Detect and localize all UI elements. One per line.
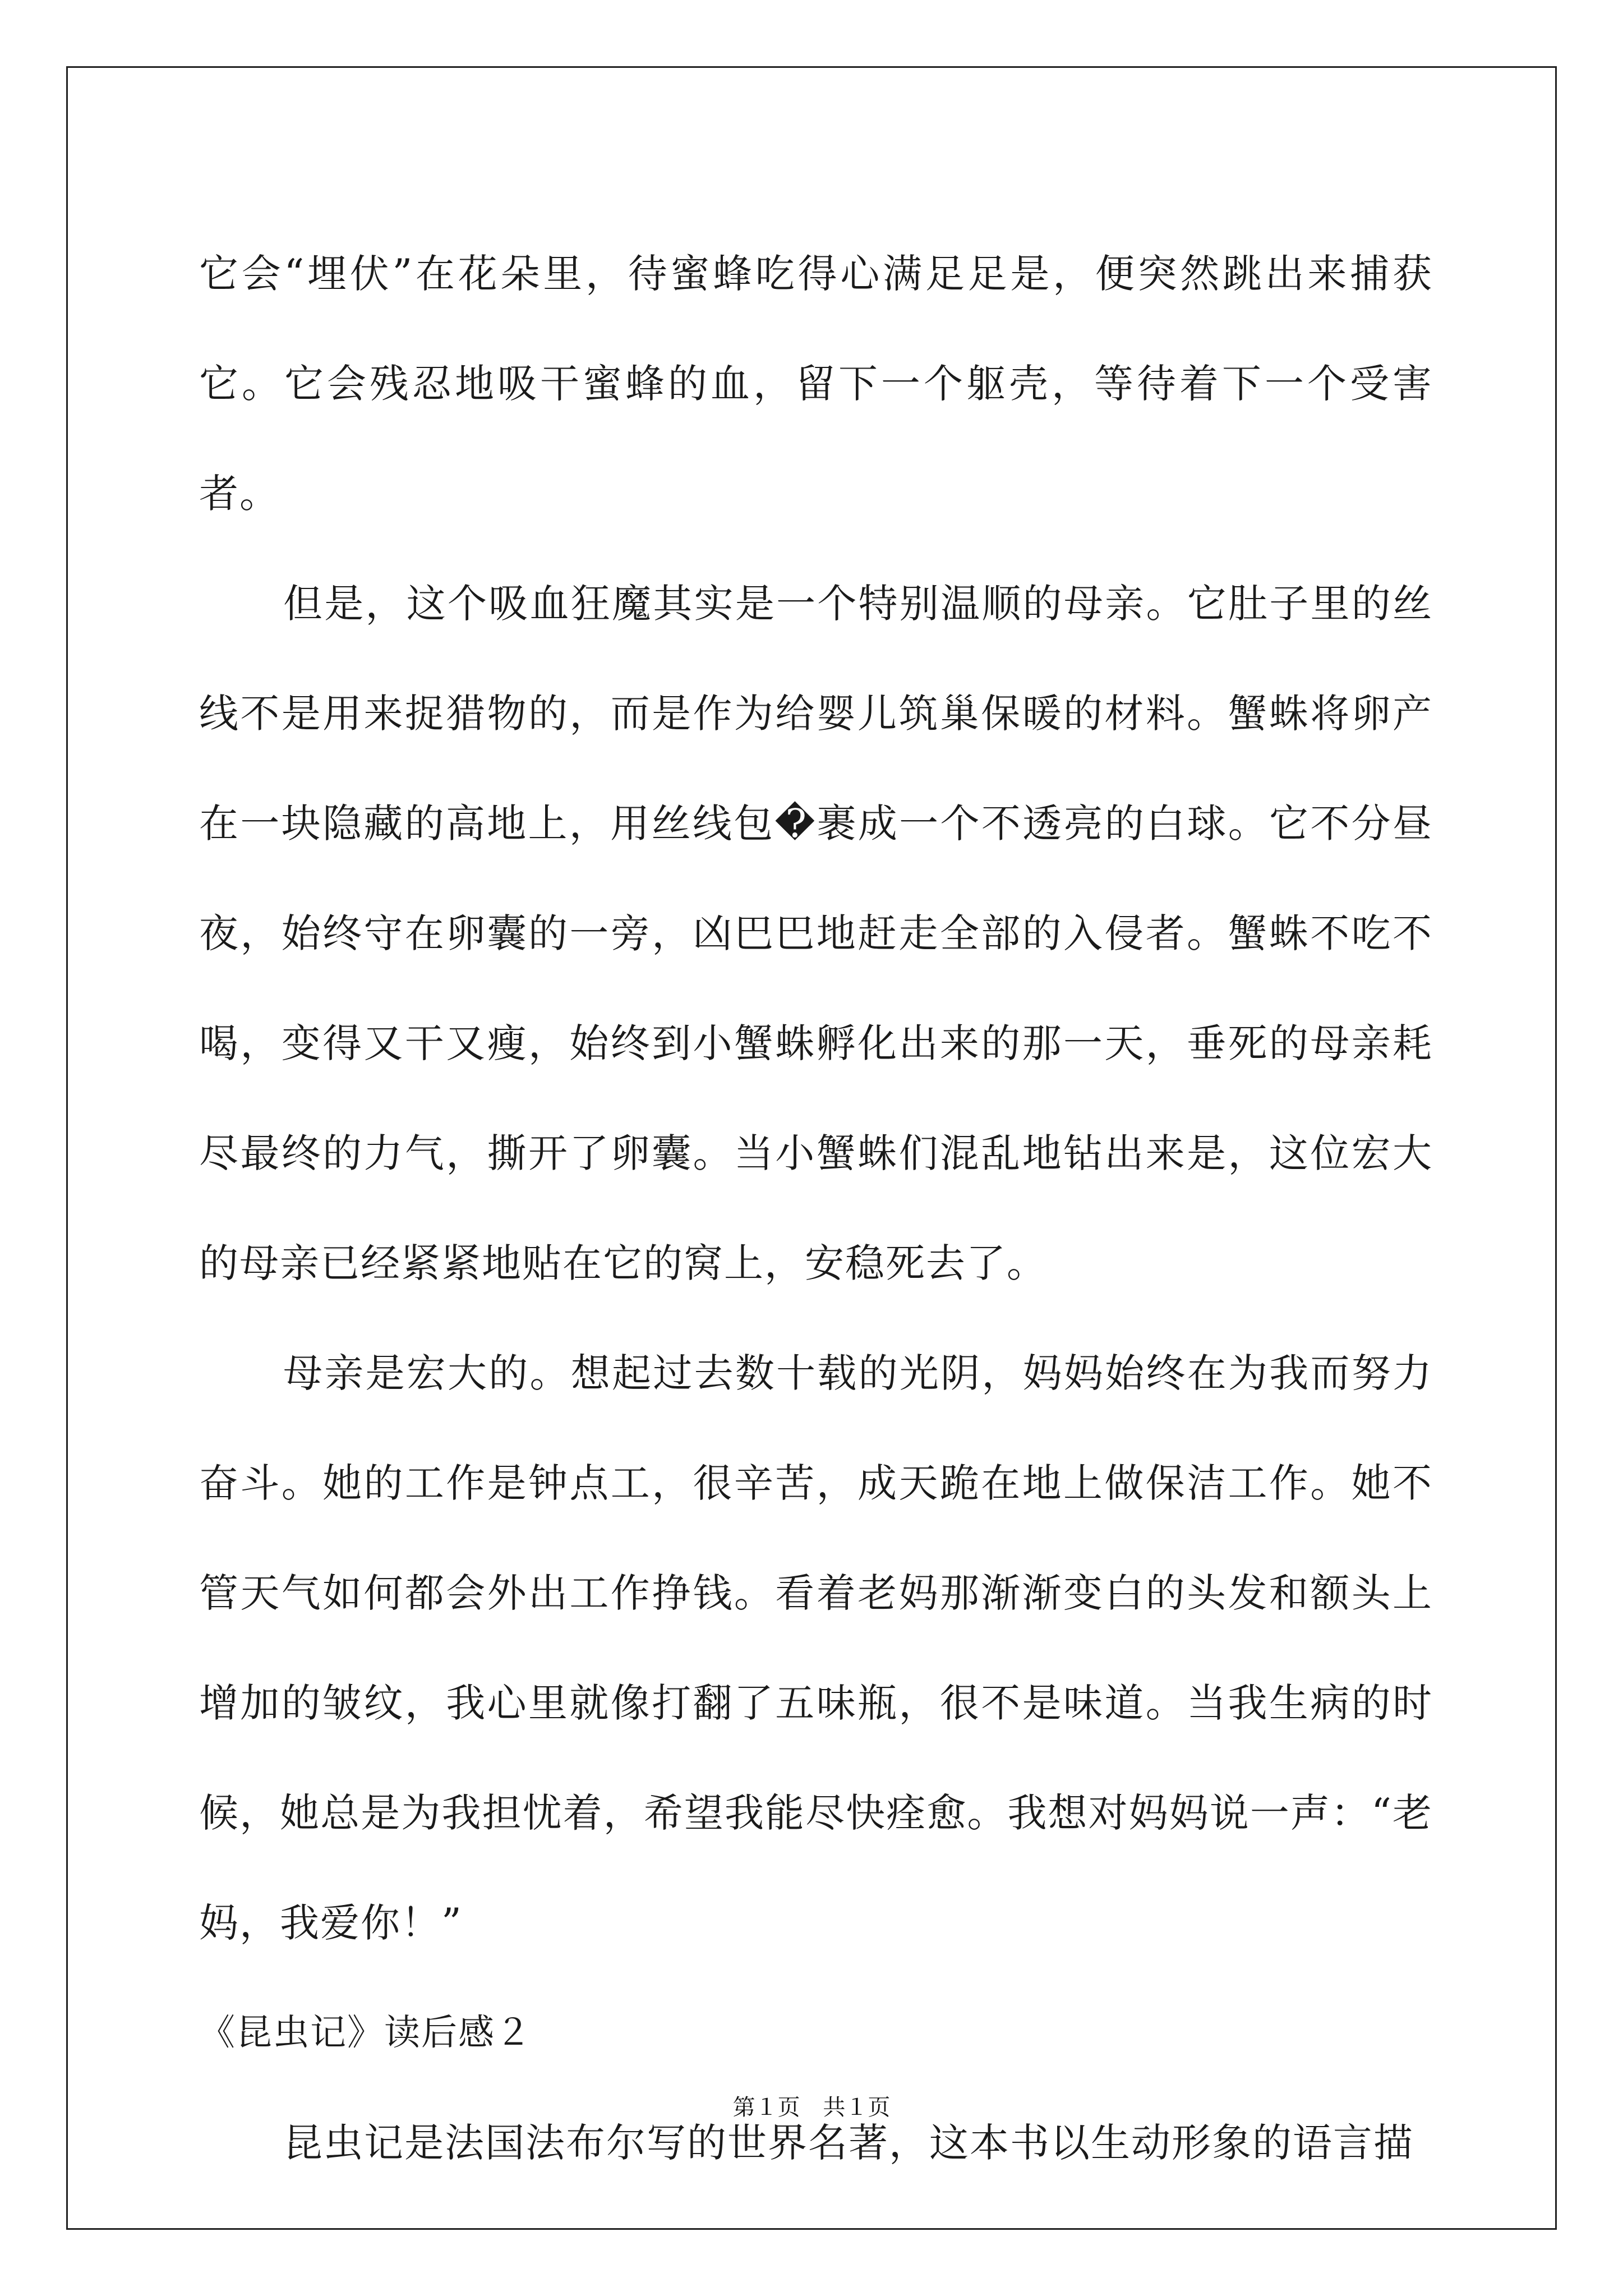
page-total: 共１页 [823,2095,891,2120]
page-footer [0,2090,1623,2122]
paragraph-3: 母亲是宏大的。想起过去数十载的光阴，妈妈始终在为我而努力奋斗。她的工作是钟点工，很辛苦，成天跪在地上做保洁工作。她不管天气如何都会外出工作挣钱。看着老妈那渐渐变白的头发和额头上增加的皱纹，我心里就像打翻了五味瓶，很不是味道。当我生病的时候，她总是为我担忧着，希望我能尽快痊愈。我想对妈妈说一声：“老妈，我爱你！” [199,1350,1433,1946]
document-body [199,219,1433,2198]
paragraph-1: 它会“埋伏”在花朵里，待蜜蜂吃得心满足足是，便突然跳出来捕获它。它会残忍地吸干蜜蜂的血，留下一个躯壳，等待着下一个受害者。 [199,251,1433,517]
page-number: 第１页 [732,2095,800,2120]
paragraph-4: 昆虫记是法国法布尔写的世界名著，这本书以生动形象的语言描 [283,2120,1414,2166]
section-heading: 《昆虫记》读后感２ [199,2012,532,2054]
paragraph-2: 但是，这个吸血狂魔其实是一个特别温顺的母亲。它肚子里的丝线不是用来捉猎物的，而是作为给婴儿筑巢保暖的材料。蟹蛛将卵产在一块隐藏的高地上，用丝线包�裹成一个不透亮的白球。它不分昼夜，始终守在卵囊的一旁，凶巴巴地赶走全部的入侵者。蟹蛛不吃不喝，变得又干又瘦，始终到小蟹蛛孵化出来的那一天，垂死的母亲耗尽最终的力气，撕开了卵囊。当小蟹蛛们混乱地钻出来是，这位宏大的母亲已经紧紧地贴在它的窝上，安稳死去了。 [199,581,1433,1286]
